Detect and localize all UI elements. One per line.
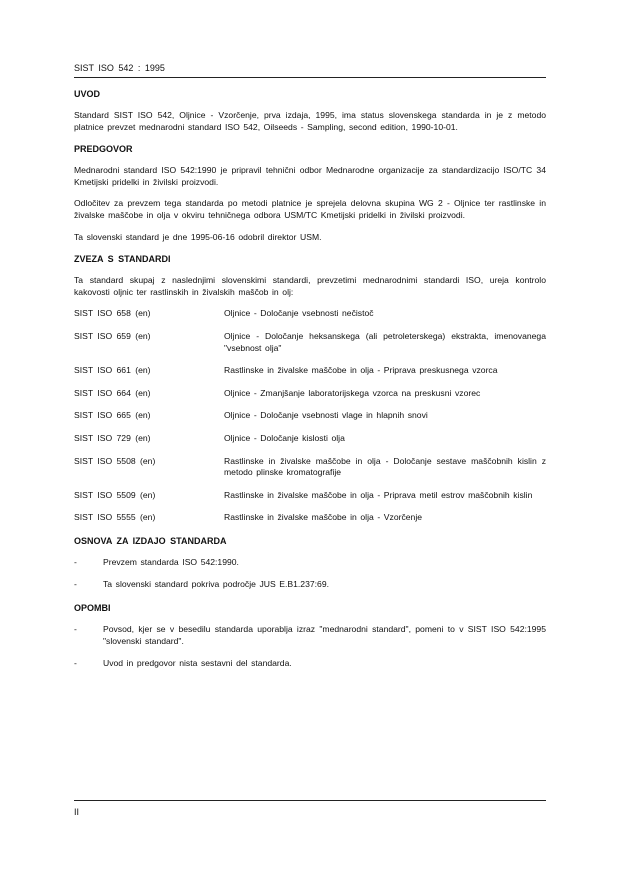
reference-row — [74, 331, 546, 354]
reference-title: Oljnice - Določanje vsebnosti vlage in hlapnih snovi — [224, 410, 428, 421]
list-dash: - — [74, 658, 77, 669]
reference-title: Rastlinske in živalske maščobe in olja - Priprava preskusnega vzorca — [224, 365, 498, 376]
section-heading-osnova: OSNOVA ZA IZDAJO STANDARDA — [74, 535, 227, 546]
reference-row — [74, 490, 546, 502]
reference-title: Oljnice - Določanje heksanskega (ali petroleterskega) ekstrakta, imenovanega "vsebnost olja" — [224, 330, 546, 353]
reference-list — [74, 308, 546, 524]
reference-title: Rastlinske in živalske maščobe in olja - Priprava metil estrov maščobnih kislin — [224, 489, 533, 500]
list-item — [74, 557, 546, 569]
reference-row — [74, 433, 546, 445]
opombi-list — [74, 624, 546, 670]
reference-code: SIST ISO 5508 (en) — [74, 455, 156, 466]
section-heading-zveza: ZVEZA S STANDARDI — [74, 254, 171, 265]
list-dash: - — [74, 579, 77, 590]
reference-row — [74, 512, 546, 524]
list-item — [74, 579, 546, 591]
zveza-intro: Ta standard skupaj z naslednjimi slovenskimi standardi, prevzetimi mednarodnimi standardi ISO, ureja kontrolo kakovosti oljnic ter rastlinskih in živalskih maščob in olj: — [74, 275, 546, 297]
reference-code: SIST ISO 661 (en) — [74, 365, 151, 376]
list-item-text: Ta slovenski standard pokriva področje JUS E.B1.237:69. — [103, 579, 329, 590]
reference-row — [74, 388, 546, 400]
document-page — [74, 0, 546, 877]
list-item — [74, 658, 546, 670]
reference-code: SIST ISO 658 (en) — [74, 308, 151, 319]
reference-row — [74, 410, 546, 422]
page-number: II — [74, 807, 80, 817]
reference-code: SIST ISO 659 (en) — [74, 330, 151, 341]
reference-title: Oljnice - Določanje vsebnosti nečistoč — [224, 308, 374, 319]
list-item — [74, 624, 546, 647]
header-rule — [74, 77, 546, 78]
list-item-text: Prevzem standarda ISO 542:1990. — [103, 556, 239, 567]
section-opombi — [74, 602, 546, 670]
list-item-text: Povsod, kjer se v besedilu standarda uporablja izraz "mednarodni standard", pomeni to v SIST ISO 542:1995 "slovenski standard". — [103, 624, 546, 646]
section-predgovor — [74, 143, 546, 243]
list-item-text: Uvod in predgovor nista sestavni del standarda. — [103, 658, 292, 669]
page-header: SIST ISO 542 : 1995 — [74, 63, 165, 73]
section-heading-uvod: UVOD — [74, 89, 101, 99]
reference-title: Oljnice - Določanje kislosti olja — [224, 432, 345, 443]
section-heading-opombi: OPOMBI — [74, 603, 111, 614]
section-heading-predgovor: PREDGOVOR — [74, 144, 133, 155]
uvod-paragraph: Standard SIST ISO 542, Oljnice - Vzorčenje, prva izdaja, 1995, ima status slovenskega standarda in je z metodo platnice prevzet mednarodni standard ISO 542, Oilseeds - Sampling, second edition, 1990-10-01. — [74, 110, 546, 132]
reference-title: Rastlinske in živalske maščobe in olja - Določanje sestave maščobnih kislin z metodo plinske kromatografije — [224, 455, 546, 478]
document-body — [74, 88, 546, 681]
predgovor-paragraph: Mednarodni standard ISO 542:1990 je pripravil tehnični odbor Mednarodne organizacije za standardizacijo ISO/TC 34 Kmetijski pridelki in živilski proizvodi. — [74, 165, 546, 187]
predgovor-paragraph: Odločitev za prevzem tega standarda po metodi platnice je sprejela delovna skupina WG 2 - Oljnice ter rastlinske in živalske maščobe in olja v okviru tehničnega odbora USM/TC Kmetijski pridelki in živilski proizvodi. — [74, 198, 546, 220]
osnova-list — [74, 557, 546, 591]
list-dash: - — [74, 556, 77, 567]
reference-row — [74, 308, 546, 320]
reference-code: SIST ISO 664 (en) — [74, 387, 151, 398]
reference-row — [74, 365, 546, 377]
reference-code: SIST ISO 665 (en) — [74, 410, 151, 421]
reference-title: Rastlinske in živalske maščobe in olja - Vzorčenje — [224, 512, 423, 523]
list-dash: - — [74, 624, 77, 635]
reference-row — [74, 456, 546, 479]
section-zveza-s-standardi — [74, 253, 546, 524]
reference-code: SIST ISO 5509 (en) — [74, 489, 156, 500]
section-uvod — [74, 88, 546, 133]
predgovor-paragraph: Ta slovenski standard je dne 1995-06-16 odobril direktor USM. — [74, 231, 322, 242]
reference-title: Oljnice - Zmanjšanje laboratorijskega vzorca na preskusni vzorec — [224, 387, 481, 398]
reference-code: SIST ISO 5555 (en) — [74, 512, 156, 523]
section-osnova — [74, 535, 546, 591]
footer-rule — [74, 800, 546, 801]
reference-code: SIST ISO 729 (en) — [74, 432, 151, 443]
